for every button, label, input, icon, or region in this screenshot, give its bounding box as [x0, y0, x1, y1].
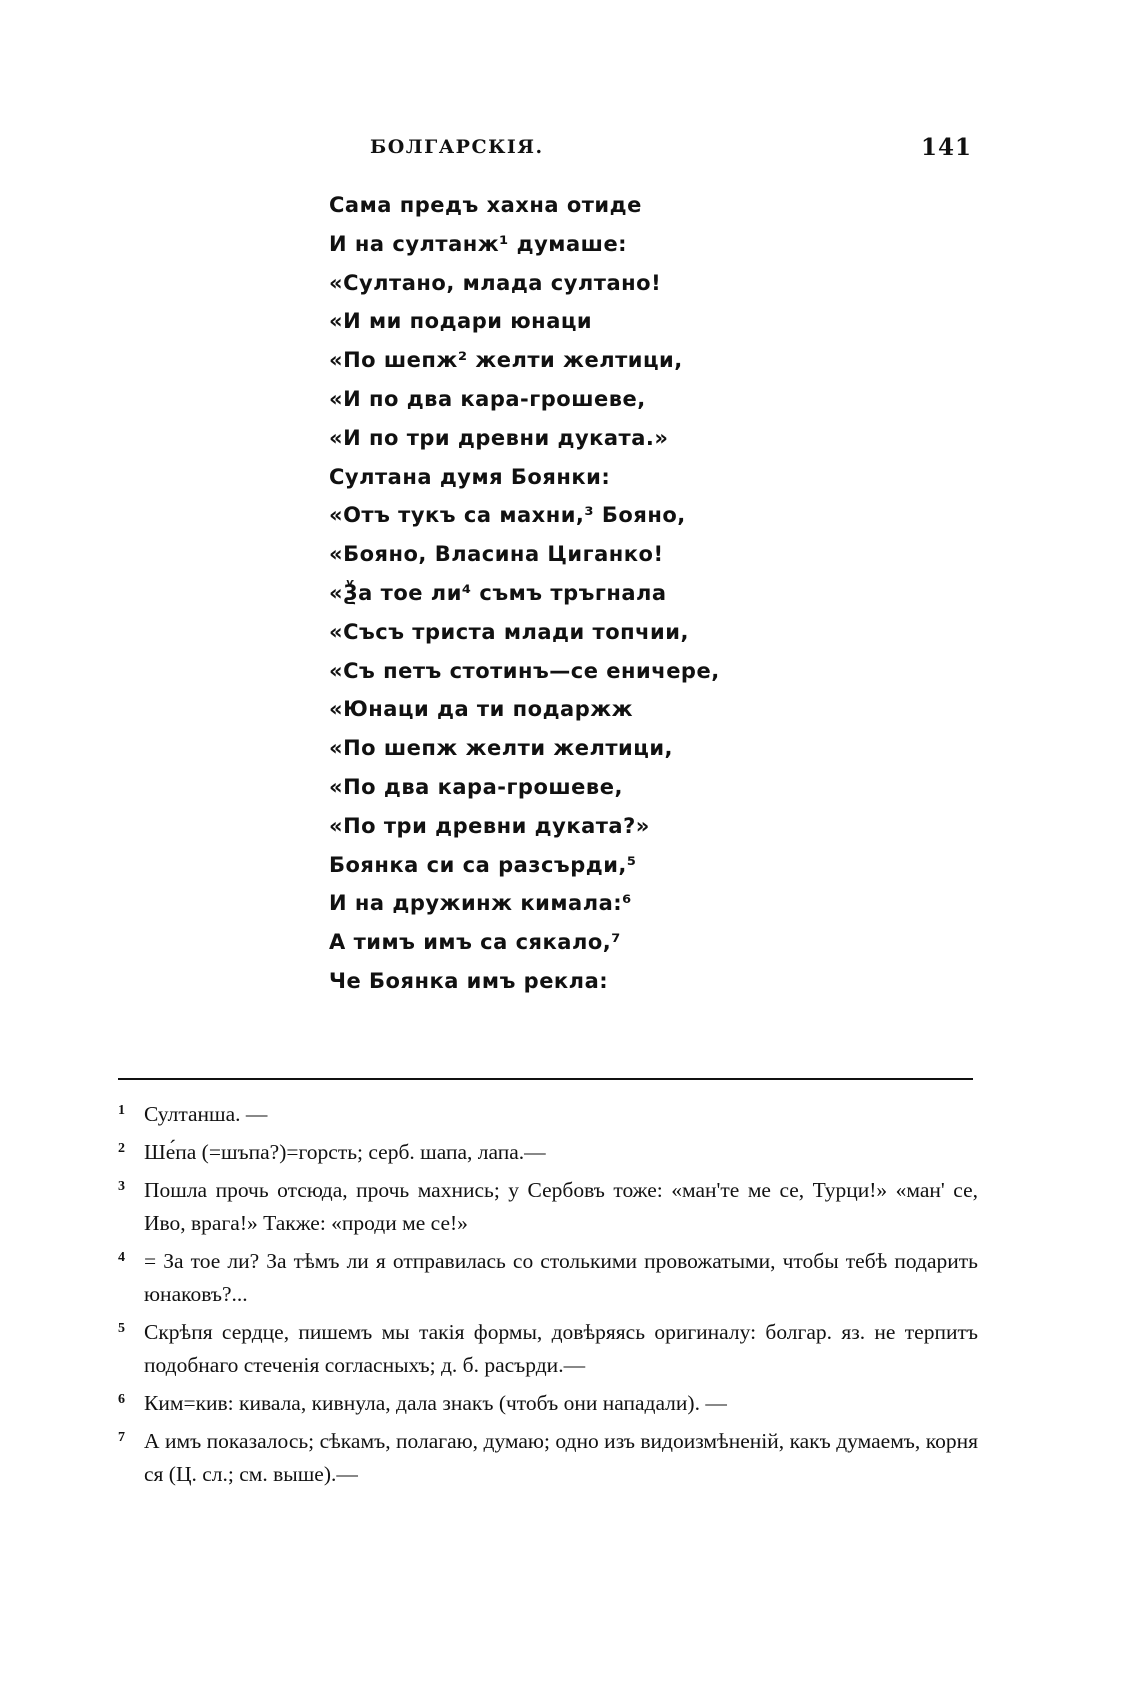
verse-line: «Ѯа тое ли⁴ съмъ тръгнала	[329, 580, 667, 605]
footnote-text: Султанша. —	[144, 1102, 268, 1126]
footnote	[118, 1245, 978, 1311]
footnote	[118, 1098, 978, 1131]
footnote-number: 5	[118, 1321, 125, 1336]
verse-line: Боянка си са разсърди,⁵	[329, 852, 637, 877]
footnote	[118, 1136, 978, 1169]
footnote-number: 2	[118, 1141, 125, 1156]
footnote-number: 1	[118, 1103, 125, 1118]
verse-line: Султана думя Боянки:	[329, 464, 611, 489]
verse-line: И на дружинж кимала:⁶	[329, 891, 632, 916]
footnote	[118, 1174, 978, 1240]
running-head	[370, 134, 972, 170]
verse-line: «Султано, млада султано!	[329, 270, 662, 295]
verse-line: А тимъ имъ са сякало,⁷	[329, 930, 621, 955]
verse-line: «И по три древни дуката.»	[329, 425, 669, 450]
footnote-number: 3	[118, 1179, 125, 1194]
footnote	[118, 1425, 978, 1491]
verse-line: «Бояно, Власина Циганко!	[329, 542, 664, 567]
verse-line: «По два кара-грошеве,	[329, 774, 623, 799]
footnote-text: А имъ показалось; сѣкамъ, полагаю, думаю; одно изъ видоизмѣненій, какъ думаемъ, корня ся (Ц. сл.; см. выше).—	[144, 1429, 978, 1486]
page-number: 141	[920, 134, 972, 161]
verse-line: И на султанж¹ думаше:	[329, 231, 628, 256]
verse-line: «По шепж² желти желтици,	[329, 348, 683, 373]
footnote-text: Пошла прочь отсюда, прочь махнись; у Сербовъ тоже: «ман'те ме се, Турци!» «ман' се, Иво, врага!» Также: «проди ме се!»	[144, 1178, 978, 1235]
footnote-text: Ким=кив: кивала, кивнула, дала знакъ (чтобъ они нападали). —	[144, 1391, 727, 1415]
verse-line: «И ми подари юнаци	[329, 309, 593, 334]
verse-line: «По шепж желти желтици,	[329, 736, 674, 761]
footnote-number: 6	[118, 1392, 125, 1407]
verse-line: Че Боянка имъ рекла:	[329, 968, 609, 993]
poem-verse	[329, 186, 779, 1001]
footnote-number: 4	[118, 1250, 125, 1265]
verse-line: «Отъ тукъ са махни,³ Бояно,	[329, 503, 686, 528]
verse-line: «И по два кара-грошеве,	[329, 386, 646, 411]
verse-line: «По три древни дуката?»	[329, 813, 650, 838]
footnote-text: = За тое ли? За тѣмъ ли я отправилась со столькими провожатыми, чтобы тебѣ подарить юнаковъ?...	[144, 1249, 978, 1306]
footnote	[118, 1387, 978, 1420]
verse-line: «Юнаци да ти подаржж	[329, 697, 634, 722]
verse-line: «Съсъ триста млади топчии,	[329, 619, 689, 644]
verse-line: «Съ петъ стотинъ—се еничере,	[329, 658, 720, 683]
footnotes	[118, 1098, 978, 1496]
footnote	[118, 1316, 978, 1382]
footnote-text: Скрѣпя сердце, пишемъ мы такія формы, довѣряясь оригиналу: болгар. яз. не терпитъ подобнаго стеченія согласныхъ; д. б. расърди.—	[144, 1320, 978, 1377]
footnote-text: Ше́па (=шъпа?)=горсть; серб. шапа, лапа.—	[144, 1140, 546, 1164]
verse-line: Сама предъ хахна отиде	[329, 193, 642, 217]
footnote-number: 7	[118, 1430, 125, 1445]
footnote-divider	[118, 1078, 973, 1080]
running-title: БОЛГАРСКІЯ.	[370, 136, 544, 158]
